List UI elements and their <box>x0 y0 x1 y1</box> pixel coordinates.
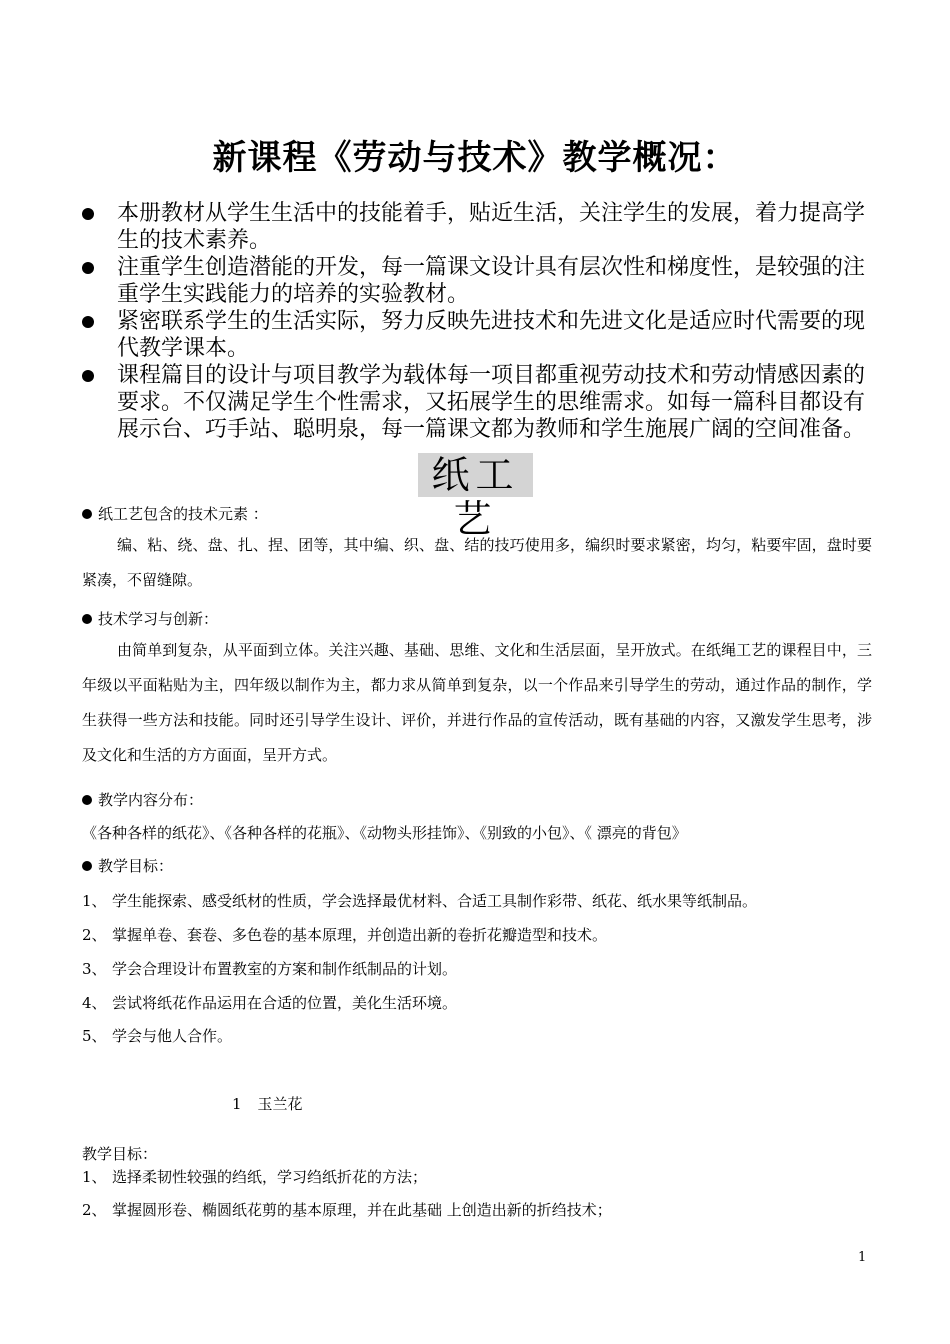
content-list: 《各种各样的纸花》、《各种各样的花瓶》、《动物头形挂饰》、《别致的小包》、《 漂亮的背包》 <box>82 824 687 842</box>
tech-elements-heading-text: 纸工艺包含的技术元素 ： <box>98 505 268 523</box>
intro-bullet <box>82 362 872 443</box>
goal-number: 1、 <box>82 892 107 910</box>
lesson-name: 玉兰花 <box>257 1095 303 1113</box>
bullet-dot-icon <box>82 795 92 805</box>
goal-text: 尝试将纸花作品运用在合适的位置，美化生活环境。 <box>112 994 458 1012</box>
tech-elements-heading <box>82 503 268 524</box>
goal-text: 掌握圆形卷、椭圆纸花剪的基本原理，并在此基础 上创造出新的折绉技术； <box>112 1201 612 1219</box>
lesson-goal-item <box>82 1199 612 1220</box>
lesson-goals-heading: 教学目标： <box>82 1145 158 1163</box>
intro-bullet <box>82 200 872 254</box>
goal-number: 2、 <box>82 926 107 944</box>
intro-bullet-text: 本册教材从学生生活中的技能着手，贴近生活，关注学生的发展，着力提高学生的技术素养。 <box>117 201 866 253</box>
content-heading-text: 教学内容分布： <box>98 791 204 809</box>
goal-text: 掌握单卷、套卷、多色卷的基本原理，并创造出新的卷折花瓣造型和技术。 <box>112 926 608 944</box>
goal-text: 学生能探索、感受纸材的性质，学会选择最优材料、合适工具制作彩带、纸花、纸水果等纸制品。 <box>112 892 758 910</box>
learning-paragraph: 由简单到复杂，从平面到立体。关注兴趣、基础、思维、文化和生活层面，呈开放式。在纸绳工艺的课程目中，三年级以平面粘贴为主，四年级以制作为主，都力求从简单到复杂，以一个作品来引导学生的劳动，通过作品的制作，学生获得一些方法和技能。同时还引导学生设计、评价，并进行作品的宣传活动，既有基础的内容，又激发学生思考，涉及文化和生活的方方面面，呈开方式。 <box>82 641 872 764</box>
bullet-dot-icon <box>82 262 94 274</box>
goal-number: 2、 <box>82 1201 107 1219</box>
goal-item <box>82 958 457 979</box>
intro-bullet-list <box>82 200 872 443</box>
goal-item <box>82 890 757 911</box>
intro-bullet-text: 紧密联系学生的生活实际，努力反映先进技术和先进文化是适应时代需要的现代教学课本。 <box>117 309 866 361</box>
intro-bullet <box>82 254 872 308</box>
goal-item <box>82 992 457 1013</box>
goal-number: 4、 <box>82 994 107 1012</box>
intro-bullet-text: 课程篇目的设计与项目教学为载体每一项目都重视劳动技术和劳动情感因素的要求。不仅满足学生个性需求，又拓展学生的思维需求。如每一篇科目都设有展示台、巧手站、聪明泉，每一篇课文都为教师和学生施展广阔的空间准备。 <box>117 363 866 442</box>
lesson-number: 1 <box>232 1095 242 1113</box>
tech-elements-paragraph: 编、粘、绕、盘、扎、捏、团等，其中编、织、盘、结的技巧使用多，编织时要求紧密，均匀，粘要牢固，盘时要紧凑，不留缝隙。 <box>82 536 872 589</box>
bullet-dot-icon <box>82 614 92 624</box>
goals-heading <box>82 855 173 876</box>
learning-heading <box>82 608 218 629</box>
intro-bullet-text: 注重学生创造潜能的开发，每一篇课文设计具有层次性和梯度性，是较强的注重学生实践能力的培养的实验教材。 <box>117 255 866 307</box>
learning-heading-text: 技术学习与创新： <box>98 610 219 628</box>
goal-item <box>82 1025 232 1046</box>
bullet-dot-icon <box>82 509 92 519</box>
goal-number: 3、 <box>82 960 107 978</box>
content-heading <box>82 789 203 810</box>
lesson-goal-item <box>82 1166 427 1187</box>
lesson-title <box>232 1093 303 1114</box>
goal-text: 学会与他人合作。 <box>112 1027 233 1045</box>
goal-number: 5、 <box>82 1027 107 1045</box>
page-number: 1 <box>858 1250 867 1265</box>
bullet-dot-icon <box>82 370 94 382</box>
goal-number: 1、 <box>82 1168 107 1186</box>
goal-item <box>82 924 607 945</box>
goal-text: 选择柔韧性较强的绉纸，学习绉纸折花的方法； <box>112 1168 428 1186</box>
bullet-dot-icon <box>82 316 94 328</box>
goals-heading-text: 教学目标： <box>98 857 174 875</box>
intro-bullet <box>82 308 872 362</box>
page-title: 新课程《劳动与技术》教学概况： <box>212 138 738 178</box>
bullet-dot-icon <box>82 208 94 220</box>
section-title: 纸工艺 <box>418 453 533 497</box>
goal-text: 学会合理设计布置教室的方案和制作纸制品的计划。 <box>112 960 458 978</box>
bullet-dot-icon <box>82 861 92 871</box>
